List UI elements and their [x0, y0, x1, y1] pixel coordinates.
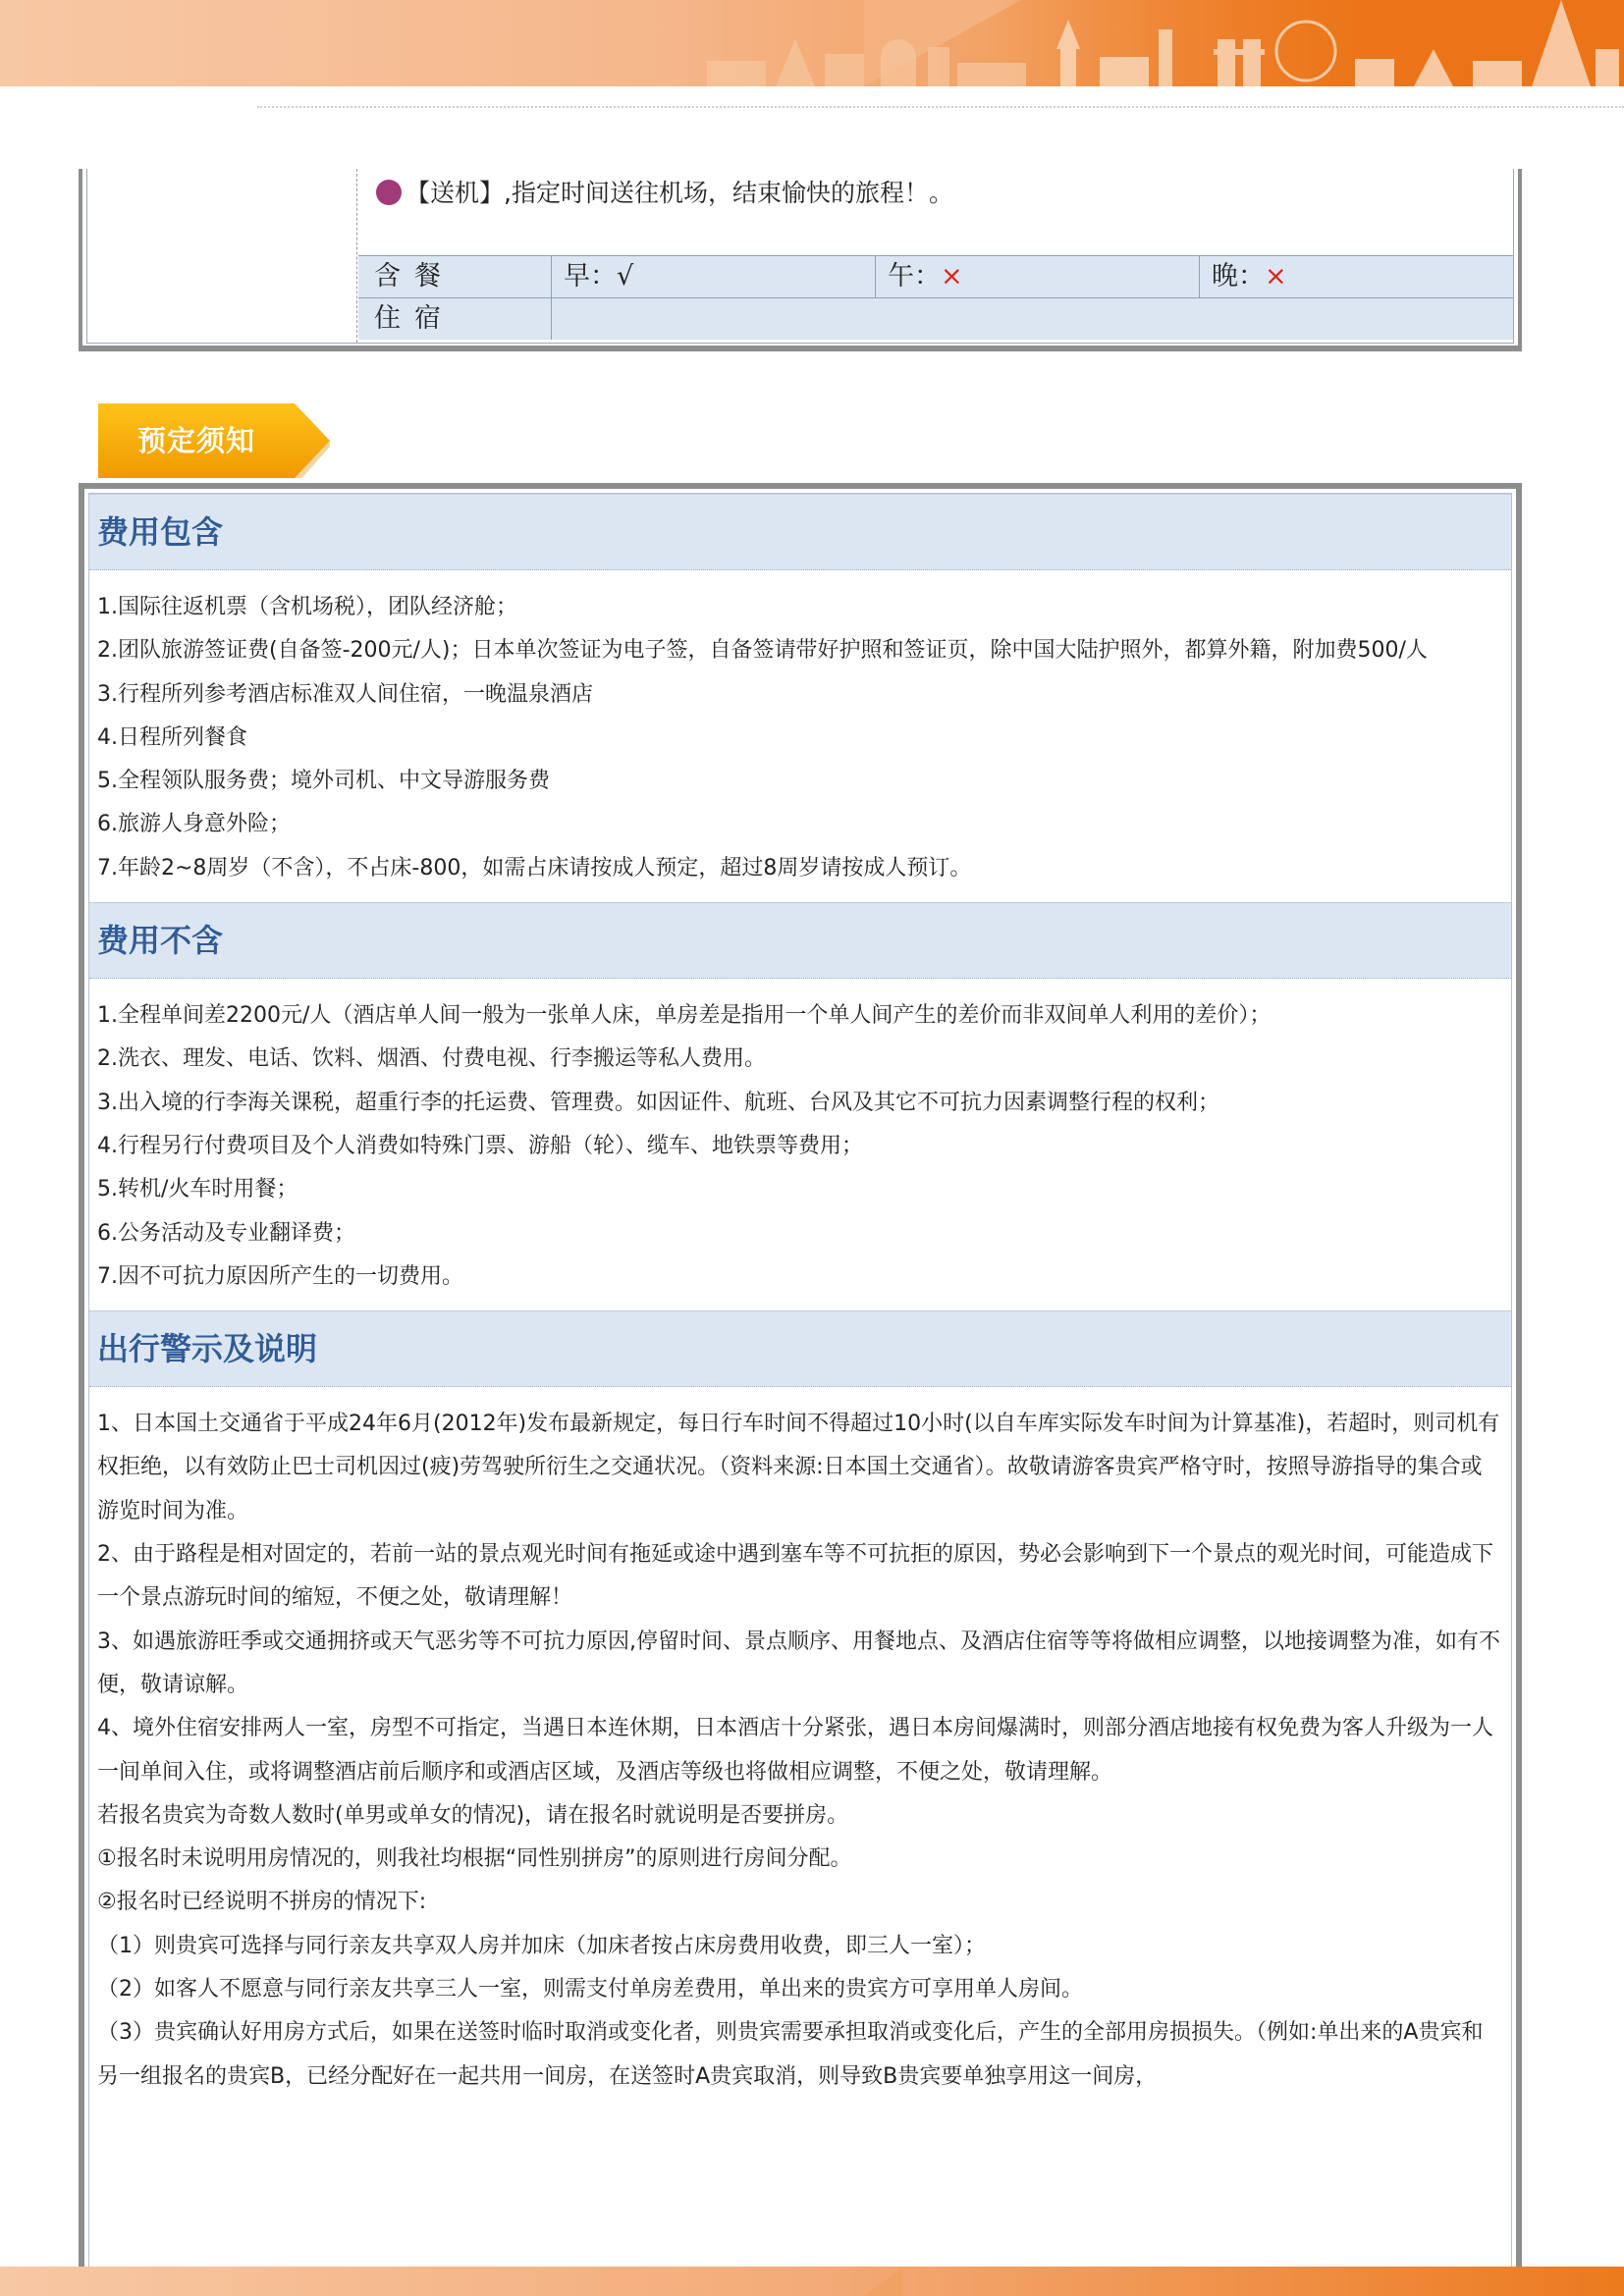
- list-item: 6.公务活动及专业翻译费；: [97, 1220, 355, 1246]
- meals-row: [358, 255, 1513, 297]
- itinerary-inner: [86, 169, 1514, 344]
- section-title-included: 费用包含: [89, 494, 1511, 570]
- section-title-warnings: 出行警示及说明: [89, 1310, 1511, 1387]
- list-item: 2.洗衣、理发、电话、饮料、烟酒、付费电视、行李搬运等私人费用。: [97, 1046, 766, 1072]
- list-item: ②报名时已经说明不拼房的情况下:: [97, 1890, 427, 1915]
- list-item: 3.行程所列参考酒店标准双人间住宿，一晚温泉酒店: [97, 681, 593, 707]
- dinner-label: 晚：: [1212, 261, 1265, 292]
- list-item: 若报名贵宾为奇数人数时(单男或单女的情况)，请在报名时就说明是否要拼房。: [97, 1802, 849, 1828]
- list-item: 1、日本国土交通省于平成24年6月(2012年)发布最新规定，每日行车时间不得超过10小时(以自车库实际发车时间为计算基准)，若超时，则司机有权拒绝，以有效防止巴士司机因过(疲)劳驾驶所衍生之交通状况。（资料来源:日本国土交通省）。故敬请游客贵宾严格守时，按照导游指导的集合或游览时间为准。: [97, 1412, 1500, 1523]
- section-title-excluded: 费用不含: [89, 902, 1511, 979]
- section-body-excluded: [89, 979, 1511, 1310]
- list-item: 3.出入境的行李海关课税，超重行李的托运费、管理费。如因证件、航班、台风及其它不可抗力因素调整行程的权利；: [97, 1090, 1219, 1115]
- breakfast-cell: 早：√: [551, 256, 875, 297]
- header-band: [0, 0, 1624, 86]
- list-item: 2、由于路程是相对固定的，若前一站的景点观光时间有拖延或途中遇到塞车等不可抗拒的原因，势必会影响到下一个景点的观光时间，可能造成下一个景点游玩时间的缩短，不便之处，敬请理解！: [97, 1542, 1494, 1611]
- list-item: 4.行程另行付费项目及个人消费如特殊门票、游船（轮）、缆车、地铁票等费用；: [97, 1133, 863, 1158]
- list-item: 4、境外住宿安排两人一室，房型不可指定，当遇日本连休期，日本酒店十分紧张，遇日本房间爆满时，则部分酒店地接有权免费为客人升级为一人一间单间入住，或将调整酒店前后顺序和或酒店区域，及酒店等级也将做相应调整，不便之处，敬请理解。: [97, 1716, 1494, 1785]
- list-item: （3）贵宾确认好用房方式后，如果在送签时临时取消或变化者，则贵宾需要承担取消或变化后，产生的全部用房损损失。（例如:单出来的A贵宾和另一组报名的贵宾B，已经分配好在一起共用一间房，在送签时A贵宾取消，则导致B贵宾要单独享用这一间房，: [97, 2020, 1484, 2089]
- lunch-label: 午：: [888, 261, 941, 292]
- list-item: 2.团队旅游签证费(自备签-200元/人)；日本单次签证为电子签，自备签请带好护照和签证页，除中国大陆护照外，都算外籍，附加费500/人: [97, 638, 1428, 664]
- lunch-cell: [875, 256, 1199, 297]
- list-item: （2）如客人不愿意与同行亲友共享三人一室，则需支付单房差费用，单出来的贵宾方可享用单人房间。: [97, 1977, 1084, 2002]
- bullet-dot-icon: [376, 180, 402, 205]
- footer-wedge: [864, 2267, 903, 2296]
- hotel-value: [551, 298, 1513, 340]
- lunch-cross-icon: ×: [941, 261, 963, 292]
- meals-label: 含餐: [374, 261, 455, 292]
- itinerary-table: [79, 169, 1522, 351]
- section-body-warnings: [89, 1387, 1511, 2107]
- list-item: 6.旅游人身意外险；: [97, 812, 291, 837]
- hotel-label: 住宿: [374, 303, 455, 334]
- dinner-cross-icon: ×: [1265, 261, 1287, 292]
- list-item: 4.日程所列餐食: [97, 724, 247, 750]
- list-item: 5.转机/火车时用餐；: [97, 1177, 298, 1202]
- list-item: 1.全程单间差2200元/人（酒店单人间一般为一张单人床，单房差是指用一个单人间产生的差价而非双间单人利用的差价）；: [97, 1003, 1272, 1029]
- list-item: ①报名时未说明用房情况的，则我社均根据“同性别拼房”的原则进行房间分配。: [97, 1846, 852, 1872]
- list-item: 5.全程领队服务费；境外司机、中文导游服务费: [97, 769, 550, 794]
- section-body-included: [89, 570, 1511, 902]
- dinner-cell: [1199, 256, 1513, 297]
- list-item: 7.因不可抗力原因所产生的一切费用。: [97, 1263, 463, 1289]
- list-item: （1）则贵宾可选择与同行亲友共享双人房并加床（加床者按占床房费用收费，即三人一室）；: [97, 1933, 987, 1958]
- booking-notes-inner: [88, 493, 1512, 2289]
- footer-band: [0, 2267, 1624, 2296]
- city-skyline-icon: [687, 0, 1624, 86]
- list-item: 1.国际往返机票（含机场税），团队经济舱；: [97, 595, 517, 619]
- header-divider: [257, 106, 1624, 108]
- sendoff-text: 【送机】,指定时间送往机场，结束愉快的旅程！。: [406, 179, 953, 207]
- booking-notice-heading: 预定须知: [136, 424, 255, 457]
- sendoff-line: [376, 177, 953, 210]
- list-item: 3、如遇旅游旺季或交通拥挤或天气恶劣等不可抗力原因,停留时间、景点顺序、用餐地点、及酒店住宿等等将做相应调整，以地接调整为准，如有不便，敬请谅解。: [97, 1629, 1500, 1697]
- list-item: 7.年龄2~8周岁（不含），不占床-800，如需占床请按成人预定，超过8周岁请按成人预订。: [97, 855, 972, 881]
- day-column: [87, 169, 357, 343]
- hotel-row: [358, 297, 1513, 340]
- booking-notes-box: [79, 483, 1522, 2289]
